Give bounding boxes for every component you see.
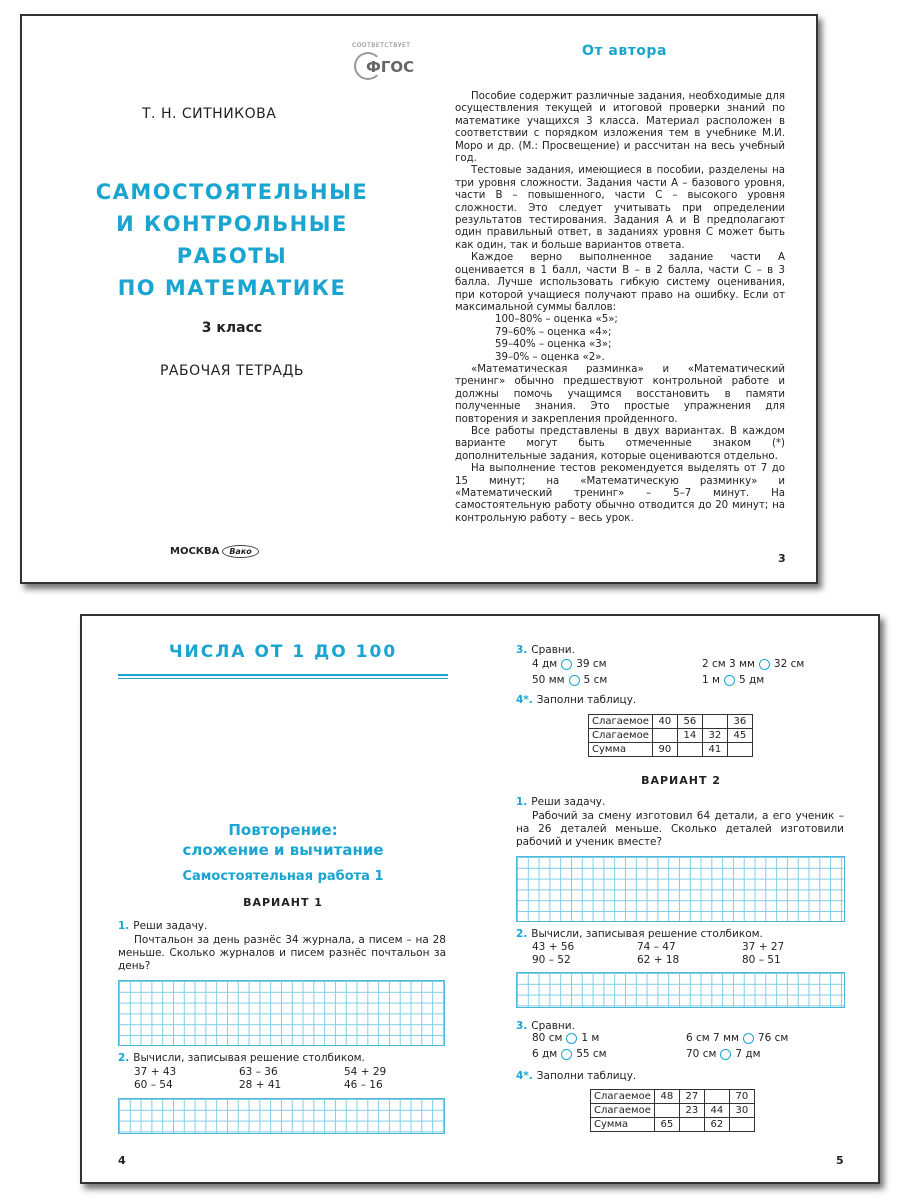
task-number: 4*. [516, 1070, 533, 1082]
v2-task2-heading [516, 928, 763, 941]
quantity: 70 см [686, 1048, 717, 1060]
expression: 54 + 29 [344, 1066, 387, 1078]
expression: 28 + 41 [239, 1079, 282, 1091]
comparison [686, 1030, 788, 1046]
quantity: 76 см [757, 1032, 789, 1044]
task-number: 3. [516, 1020, 528, 1032]
compare-circle[interactable] [720, 1049, 731, 1060]
table-row [591, 1104, 755, 1118]
table-row [591, 1090, 755, 1104]
table-cell[interactable]: 36 [727, 715, 752, 729]
task-number: 2. [118, 1052, 130, 1064]
table-cell[interactable]: 70 [729, 1090, 754, 1104]
quantity: 7 дм [735, 1048, 761, 1060]
expression: 60 – 54 [134, 1079, 173, 1091]
task-title: Заполни таблицу. [536, 1070, 637, 1082]
table-cell[interactable]: 32 [702, 729, 727, 743]
table-cell: Сумма [589, 743, 653, 757]
table-cell: Слагаемое [591, 1090, 655, 1104]
table-cell[interactable] [727, 743, 752, 757]
compare-circle[interactable] [561, 1049, 572, 1060]
comparison-row [532, 656, 832, 672]
task-number: 4*. [516, 694, 533, 706]
comparison [532, 672, 702, 688]
title-line: ПО МАТЕМАТИКЕ [117, 276, 347, 300]
expression-row [134, 1079, 434, 1092]
quantity: 6 дм [532, 1048, 558, 1060]
v2-task4-heading [516, 1070, 636, 1083]
task-title: Сравни. [531, 644, 575, 656]
quantity: 5 дм [738, 674, 765, 686]
expression: 62 + 18 [637, 954, 680, 966]
comparison-row [532, 1030, 832, 1046]
expression: 43 + 56 [532, 941, 575, 953]
quantity: 80 см [532, 1032, 563, 1044]
comparison-row [532, 672, 832, 688]
title-line: И КОНТРОЛЬНЫЕ [116, 212, 348, 236]
table-cell[interactable] [729, 1118, 754, 1132]
compare-circle[interactable] [759, 659, 770, 670]
task-title: Сравни. [531, 1020, 575, 1032]
comparison [702, 656, 804, 672]
table-cell[interactable]: 45 [727, 729, 752, 743]
v1-task1-text: Почтальон за день разнёс 34 журнала, а писем – на 28 меньше. Сколько журналов и писем разнёс почтальон за день? [118, 934, 446, 972]
chapter-title: ЧИСЛА ОТ 1 ДО 100 [168, 642, 398, 662]
author-name: Т. Н. СИТНИКОВА [142, 106, 277, 122]
book-title [62, 176, 402, 304]
table-cell: Сумма [591, 1118, 655, 1132]
quantity: 5 см [583, 674, 608, 686]
table-cell[interactable]: 30 [729, 1104, 754, 1118]
comparison-row [532, 1046, 832, 1062]
grade-scale-item: 39–0% – оценка «2». [495, 351, 605, 363]
variant-2-label: ВАРИАНТ 2 [641, 774, 721, 787]
grade-label: 3 класс [201, 320, 263, 336]
chapter-divider [118, 674, 448, 676]
expression: 63 – 36 [239, 1066, 278, 1078]
answer-grid[interactable] [118, 980, 445, 1046]
publisher [170, 545, 259, 558]
quantity: 55 см [576, 1048, 607, 1060]
comparison [532, 1046, 686, 1062]
preface-paragraph: Пособие содержит различные задания, необходимые для осуществления текущей и итоговой проверки знаний по математике учащихся 3 класса. Материал расположен в соответствии с порядком изложения тем в учебнике М.И. Моро и др. (М.: Просвещение) и рассчитан на весь учебный год. [455, 91, 785, 165]
quantity: 2 см 3 мм [702, 658, 755, 670]
chapter-divider [118, 678, 448, 679]
v2-task3-comparisons [532, 1030, 832, 1062]
task-title: Вычисли, записывая решение столбиком. [531, 928, 763, 940]
answer-grid[interactable] [516, 972, 845, 1008]
table-row [589, 743, 753, 757]
table-cell[interactable]: 23 [679, 1104, 704, 1118]
v1-task3-comparisons [532, 656, 832, 688]
grade-scale-item: 59–40% – оценка «3»; [495, 339, 612, 351]
table-cell[interactable]: 27 [679, 1090, 704, 1104]
sum-table [588, 714, 753, 757]
table-cell[interactable] [679, 1118, 704, 1132]
expression: 80 – 51 [742, 954, 781, 966]
work-title: Самостоятельная работа 1 [182, 869, 384, 884]
variant-1-label: ВАРИАНТ 1 [243, 896, 323, 909]
expression: 90 – 52 [532, 954, 571, 966]
comparison [686, 1046, 761, 1062]
v2-task1-text: Рабочий за смену изготовил 64 детали, а его ученик – на 26 деталей меньше. Сколько деталей изготовили рабочий и ученик вместе? [516, 810, 844, 848]
task-number: 1. [516, 796, 528, 808]
publisher-logo: Вако [222, 545, 258, 558]
quantity: 1 м [581, 1032, 600, 1044]
answer-grid[interactable] [118, 1098, 445, 1134]
v2-task2-expressions [532, 941, 832, 967]
table-cell: Слагаемое [591, 1104, 655, 1118]
title-line: РАБОТЫ [176, 244, 288, 268]
task-number: 1. [118, 920, 130, 932]
workbook-label: РАБОЧАЯ ТЕТРАДЬ [159, 363, 304, 379]
expression: 37 + 43 [134, 1066, 177, 1078]
table-cell[interactable]: 56 [677, 715, 702, 729]
table-cell[interactable] [704, 1090, 729, 1104]
quantity: 39 см [576, 658, 607, 670]
quantity: 1 м [702, 674, 720, 686]
table-cell[interactable]: 40 [652, 715, 677, 729]
table-cell[interactable]: 65 [654, 1118, 679, 1132]
table-cell[interactable]: 48 [654, 1090, 679, 1104]
book-spread-cover [20, 14, 818, 584]
title-line: САМОСТОЯТЕЛЬНЫЕ [95, 180, 369, 204]
quantity: 50 мм [532, 674, 565, 686]
grade-scale-item: 100–80% – оценка «5»; [495, 314, 618, 326]
compare-circle[interactable] [566, 1033, 577, 1044]
table-cell[interactable]: 14 [677, 729, 702, 743]
section-title [118, 820, 448, 860]
v1-task2-heading [118, 1052, 365, 1065]
sum-table [590, 1089, 755, 1132]
table-row [589, 729, 753, 743]
task-number: 2. [516, 928, 528, 940]
task-title: Вычисли, записывая решение столбиком. [133, 1052, 365, 1064]
table-cell[interactable]: 62 [704, 1118, 729, 1132]
v2-task1-heading [516, 796, 605, 809]
table-cell: Слагаемое [589, 729, 653, 743]
expression-row [134, 1066, 434, 1079]
table-row [589, 715, 753, 729]
fgos-label: ФГОС [366, 58, 415, 76]
comparison [702, 672, 764, 688]
table-cell[interactable] [652, 729, 677, 743]
table-row [591, 1118, 755, 1132]
preface-text [455, 91, 785, 525]
preface-paragraph: Тестовые задания, имеющиеся в пособии, разделены на три уровня сложности. Задания части А – базового уровня, части В – повышенного, части С – высокого уровня сложности. Это следует учитывать при определении результатов тестирования. Задания А и В предполагают один правильный ответ, в заданиях уровня С может быть как один, так и больше вариантов ответа. [455, 165, 785, 251]
section-title-line: сложение и вычитание [182, 841, 384, 859]
grade-scale-item: 79–60% – оценка «4»; [495, 326, 612, 338]
page-number: 3 [778, 552, 786, 565]
table-cell[interactable] [677, 743, 702, 757]
task-number: 3. [516, 644, 528, 656]
task-title: Реши задачу. [133, 920, 208, 932]
publisher-city: МОСКВА [170, 546, 220, 557]
answer-grid[interactable] [516, 856, 845, 922]
compare-circle[interactable] [743, 1033, 754, 1044]
table-cell[interactable]: 44 [704, 1104, 729, 1118]
expression-row [532, 941, 832, 954]
v1-task1-heading [118, 920, 207, 933]
v1-task2-expressions [134, 1066, 434, 1092]
fgos-arc-text: СООТВЕТСТВУЕТ [352, 42, 411, 49]
v1-task4-heading [516, 694, 636, 707]
preface-heading: От автора [582, 43, 667, 59]
compare-circle[interactable] [569, 675, 580, 686]
book-spread-exercises [80, 614, 880, 1184]
section-title-line: Повторение: [228, 821, 338, 839]
comparison [532, 1030, 686, 1046]
table-cell[interactable]: 41 [702, 743, 727, 757]
comparison [532, 656, 702, 672]
quantity: 4 дм [532, 658, 558, 670]
expression: 46 – 16 [344, 1079, 383, 1091]
preface-paragraph: Все работы представлены в двух вариантах. В каждом варианте могут быть отмеченные знаком (*) дополнительные задания, которые оцениваются отдельно. [455, 425, 785, 462]
table-cell[interactable] [702, 715, 727, 729]
compare-circle[interactable] [724, 675, 735, 686]
table-cell: Слагаемое [589, 715, 653, 729]
table-cell[interactable] [654, 1104, 679, 1118]
page-number-right: 5 [836, 1154, 844, 1167]
preface-paragraph: «Математическая разминка» и «Математический тренинг» обычно предшествуют контрольной работе и должны помочь учащимся восстановить в памяти полученные знания. Это простые упражнения для повторения и закрепления пройденного. [455, 363, 785, 425]
expression: 37 + 27 [742, 941, 785, 953]
fgos-logo [352, 42, 415, 92]
task-title: Реши задачу. [531, 796, 606, 808]
compare-circle[interactable] [561, 659, 572, 670]
expression: 74 – 47 [637, 941, 676, 953]
preface-paragraph: На выполнение тестов рекомендуется выделять от 7 до 15 минут; на «Математическую разминку» и «Математический тренинг» – 5–7 минут. На самостоятельную работу обычно отводится до 20 минут; на контрольную работу – весь урок. [455, 463, 785, 524]
quantity: 6 см 7 мм [686, 1032, 739, 1044]
task-title: Заполни таблицу. [536, 694, 637, 706]
page-number-left: 4 [118, 1154, 126, 1167]
quantity: 32 см [773, 658, 805, 670]
table-cell[interactable]: 90 [652, 743, 677, 757]
preface-paragraph: Каждое верно выполненное задание части А оценивается в 1 балл, части В – в 2 балла, части С – в 3 балла. Лучше использовать гибкую систему оценивания, при которой учащиеся получают право на ошибку. Если от максимальной суммы баллов: [455, 252, 785, 313]
expression-row [532, 954, 832, 967]
